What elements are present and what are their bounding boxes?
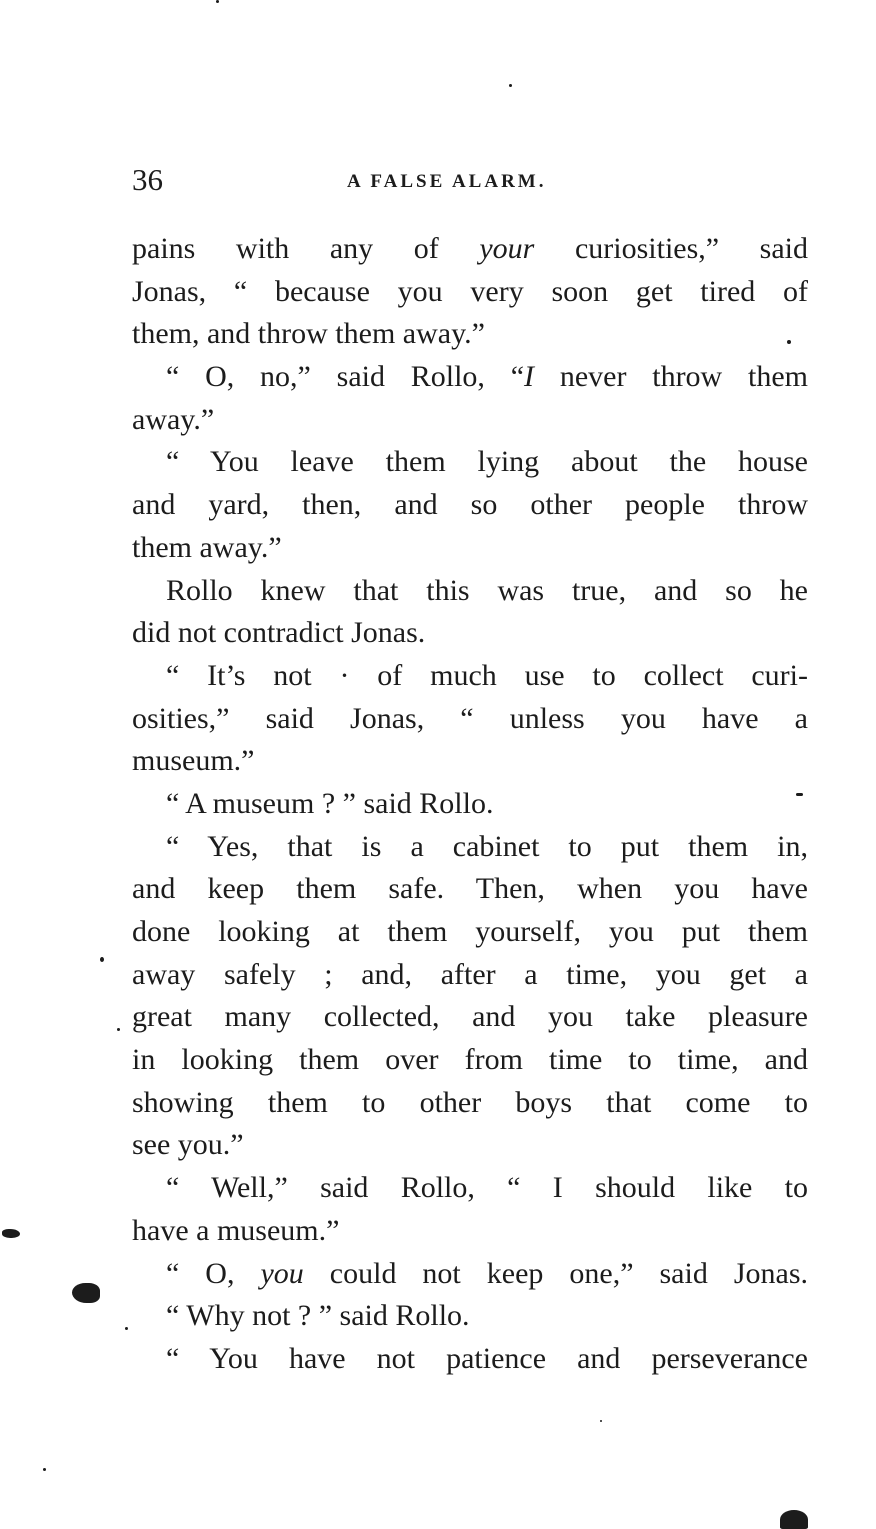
text-line: “ Why not ? ” said Rollo. xyxy=(166,1299,470,1333)
text-line: museum.” xyxy=(132,744,255,778)
running-header xyxy=(132,158,808,202)
page-number: 36 xyxy=(132,162,163,197)
ink-speck xyxy=(43,1468,46,1471)
text-line: have a museum.” xyxy=(132,1213,340,1247)
text-line: them, and throw them away.” xyxy=(132,317,485,351)
text-line: pains with any of your curiosities,” said xyxy=(132,232,809,265)
running-title: A FALSE ALARM. xyxy=(347,171,547,192)
ink-speck xyxy=(600,1420,602,1422)
text-line: osities,” said Jonas, “ unless you have a xyxy=(132,701,808,735)
ink-speck xyxy=(216,0,219,3)
text-line: Jonas, “ because you very soon get tired of xyxy=(132,274,808,308)
ink-speck xyxy=(787,340,791,344)
text-line: “ Well,” said Rollo, “ I should like to xyxy=(166,1171,808,1205)
body-text xyxy=(132,228,808,1381)
text-line: done looking at them yourself, you put them xyxy=(132,915,808,948)
ink-speck xyxy=(509,84,512,87)
text-line: away.” xyxy=(132,402,215,436)
ink-speck xyxy=(117,1028,120,1031)
ink-blot xyxy=(72,1283,100,1303)
text-line: and yard, then, and so other people throw xyxy=(132,488,808,522)
ink-speck xyxy=(125,1327,128,1330)
text-line: “ You leave them lying about the house xyxy=(166,445,808,479)
text-line: in looking them over from time to time, and xyxy=(132,1043,808,1077)
text-line: and keep them safe. Then, when you have xyxy=(132,872,808,906)
text-line: “ Yes, that is a cabinet to put them in, xyxy=(166,829,808,863)
text-line: see you.” xyxy=(132,1128,244,1162)
ink-speck xyxy=(100,957,104,962)
text-line: “ It’s not · of much use to collect curi- xyxy=(166,658,808,692)
ink-speck xyxy=(796,793,803,796)
ink-blot xyxy=(780,1510,808,1529)
text-line: “ O, no,” said Rollo, “I never throw them xyxy=(166,360,808,394)
text-line: great many collected, and you take pleasure xyxy=(132,1000,808,1034)
text-line: “ O, you could not keep one,” said Jonas. xyxy=(166,1256,808,1290)
text-line: them away.” xyxy=(132,530,282,564)
text-line: “ A museum ? ” said Rollo. xyxy=(166,786,494,820)
text-line: did not contradict Jonas. xyxy=(132,616,426,650)
text-line: showing them to other boys that come to xyxy=(132,1085,808,1119)
text-line: “ You have not patience and perseverance xyxy=(166,1341,808,1375)
text-line: Rollo knew that this was true, and so he xyxy=(166,573,808,607)
ink-blot xyxy=(2,1229,20,1238)
text-line: away safely ; and, after a time, you get a xyxy=(132,957,808,991)
